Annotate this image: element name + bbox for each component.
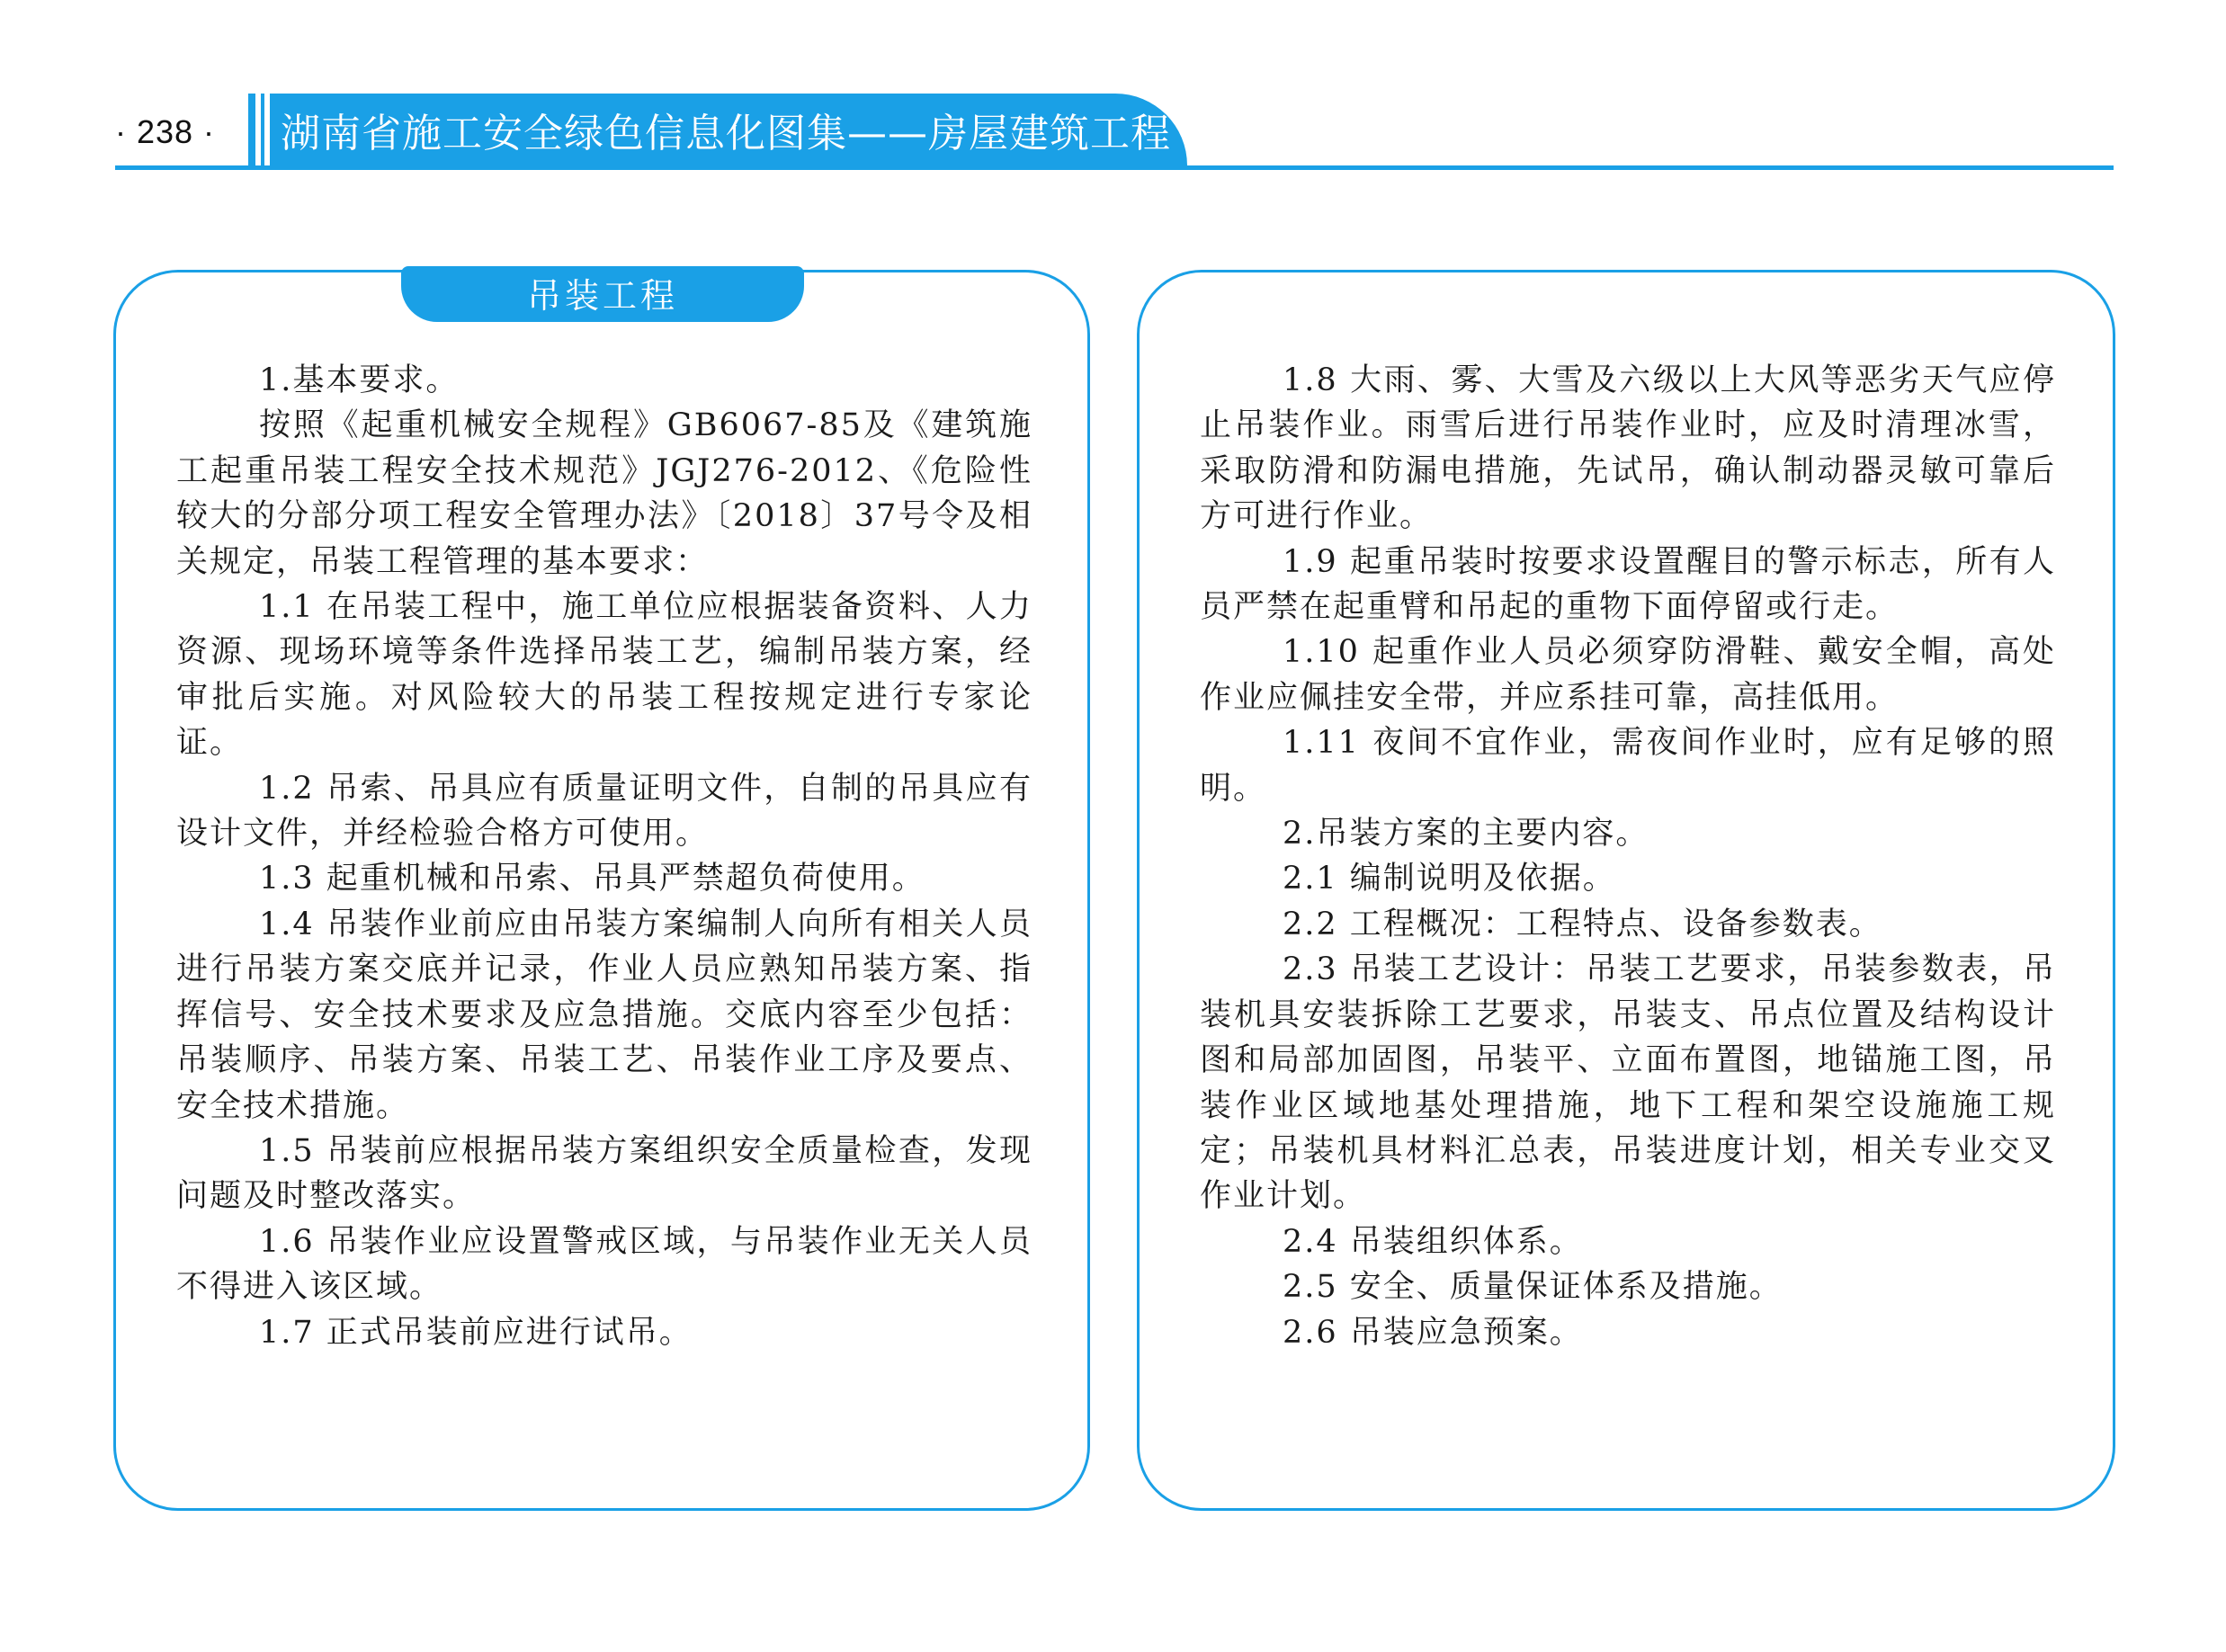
paragraph: 按照《起重机械安全规程》GB6067-85及《建筑施工起重吊装工程安全技术规范》JGJ276-2012、《危险性较大的分部分项工程安全管理办法》〔2018〕37号令及相关规定，吊装工程管理的基本要求： — [176, 407, 1033, 580]
paragraph: 1.2 吊索、吊具应有质量证明文件，自制的吊具应有设计文件，并经检验合格方可使用。 — [176, 770, 1033, 853]
paragraph: 1.4 吊装作业前应由吊装方案编制人向所有相关人员进行吊装方案交底并记录，作业人员应熟知吊装方案、指挥信号、安全技术要求及应急措施。交底内容至少包括：吊装顺序、吊装方案、吊装工艺、吊装作业工序及要点、安全技术措施。 — [176, 906, 1033, 1124]
header-rule — [115, 165, 2114, 170]
right-column-text — [1200, 358, 2056, 1355]
paragraph: 2.2 工程概况：工程特点、设备参数表。 — [1283, 906, 1882, 942]
paragraph: 2.4 吊装组织体系。 — [1283, 1223, 1583, 1260]
paragraph: 1.基本要求。 — [259, 362, 460, 398]
paragraph: 2.吊装方案的主要内容。 — [1283, 816, 1649, 853]
paragraph: 2.3 吊装工艺设计：吊装工艺要求，吊装参数表，吊装机具安装拆除工艺要求，吊装支、吊点位置及结构设计图和局部加固图，吊装平、立面布置图，地锚施工图，吊装作业区域地基处理措施，地下工程和架空设施施工规定；吊装机具材料汇总表，吊装进度计划，相关专业交叉作业计划。 — [1200, 951, 2056, 1215]
section-title: 吊装工程 — [526, 276, 678, 316]
paragraph: 1.8 大雨、雾、大雪及六级以上大风等恶劣天气应停止吊装作业。雨雪后进行吊装作业时，应及时清理冰雪，采取防滑和防漏电措施，先试吊，确认制动器灵敏可靠后方可进行作业。 — [1200, 362, 2056, 535]
paragraph: 2.1 编制说明及依据。 — [1283, 861, 1616, 897]
header-accent-bar — [248, 94, 255, 165]
paragraph: 1.9 起重吊装时按要求设置醒目的警示标志，所有人员严禁在起重臂和吊起的重物下面停留或行走。 — [1200, 543, 2056, 626]
header-accent-bar-thin — [261, 94, 264, 165]
paragraph: 2.6 吊装应急预案。 — [1283, 1314, 1583, 1351]
paragraph: 2.5 安全、质量保证体系及措施。 — [1283, 1269, 1783, 1306]
paragraph: 1.7 正式吊装前应进行试吊。 — [259, 1314, 693, 1351]
paragraph: 1.10 起重作业人员必须穿防滑鞋、戴安全帽，高处作业应佩挂安全带，并应系挂可靠，高挂低用。 — [1200, 634, 2056, 716]
book-title: 湖南省施工安全绿色信息化图集——房屋建筑工程 — [281, 111, 1171, 156]
paragraph: 1.3 起重机械和吊索、吊具严禁超负荷使用。 — [259, 861, 925, 897]
paragraph: 1.1 在吊装工程中，施工单位应根据装备资料、人力资源、现场环境等条件选择吊装工艺，编制吊装方案，经审批后实施。对风险较大的吊装工程按规定进行专家论证。 — [176, 589, 1033, 762]
paragraph: 1.5 吊装前应根据吊装方案组织安全质量检查，发现问题及时整改落实。 — [176, 1132, 1033, 1215]
page-number: · 238 · — [115, 113, 216, 150]
left-column-text — [176, 358, 1033, 1355]
paragraph: 1.11 夜间不宜作业，需夜间作业时，应有足够的照明。 — [1200, 725, 2056, 807]
paragraph: 1.6 吊装作业应设置警戒区域，与吊装作业无关人员不得进入该区域。 — [176, 1223, 1033, 1306]
